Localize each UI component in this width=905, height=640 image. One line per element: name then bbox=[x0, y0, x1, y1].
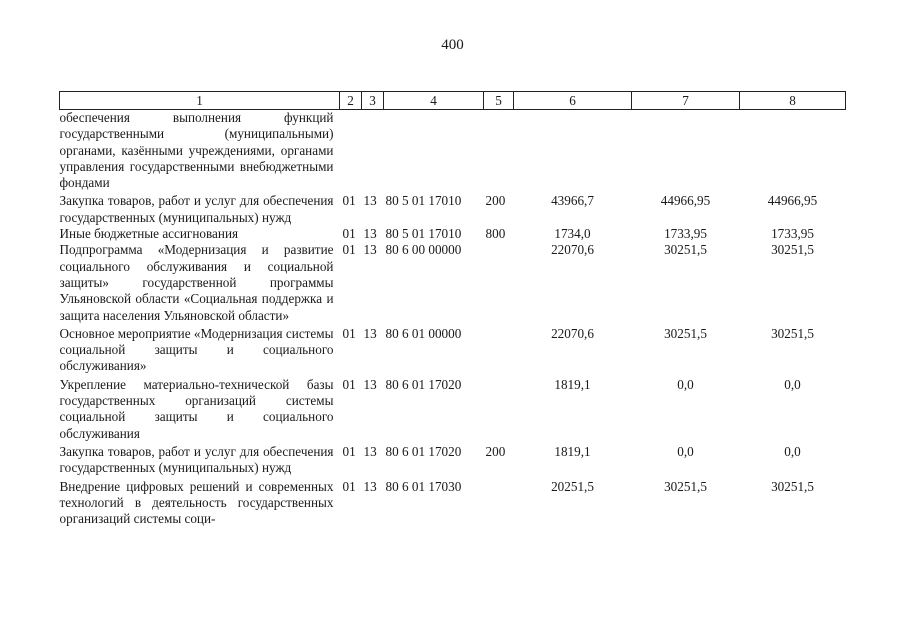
table-row bbox=[60, 375, 846, 442]
row-name: Закупка товаров, работ и услуг для обеспечения государственных (муниципальных) нужд bbox=[59, 193, 334, 225]
row-value-6: 20251,5 bbox=[551, 478, 594, 494]
row-target-code bbox=[384, 110, 484, 192]
row-value-6: 1819,1 bbox=[554, 376, 591, 392]
row-value-6: 1734,0 bbox=[554, 226, 591, 242]
table-row bbox=[60, 226, 846, 242]
page-number: 400 bbox=[441, 37, 464, 53]
row-value-7: 1733,95 bbox=[664, 226, 707, 242]
row-name: Внедрение цифровых решений и современных технологий в деятельность государственных организаций системы соци- bbox=[59, 478, 334, 527]
row-value-8: 30251,5 bbox=[771, 478, 814, 494]
row-name: Укрепление материально-технической базы государственных организаций системы социальной защиты и социального обслуживания bbox=[59, 376, 334, 441]
row-subsection: 13 bbox=[363, 193, 377, 209]
row-section: 01 bbox=[342, 376, 356, 392]
row-target-code: 80 5 01 17010 bbox=[385, 193, 462, 209]
table-row bbox=[60, 477, 846, 528]
row-target-code: 80 6 01 00000 bbox=[385, 325, 462, 341]
table-row bbox=[60, 242, 846, 323]
row-value-7: 0,0 bbox=[677, 443, 694, 459]
row-value-7: 44966,95 bbox=[660, 193, 711, 209]
table-header-row bbox=[60, 92, 846, 110]
row-value-6: 22070,6 bbox=[551, 325, 594, 341]
row-expense-type bbox=[484, 324, 514, 375]
row-name: обеспечения выполнения функций государственными (муниципальными) органами, казёнными учреждениями, органами управления государственными внебюджетными фондами bbox=[59, 110, 334, 191]
row-subsection: 13 bbox=[363, 376, 377, 392]
row-name: Подпрограмма «Модернизация и развитие социального обслуживания и социальной защиты» государственной программы Ульяновской области «Социальная поддержка и защита населения Ульяновской области» bbox=[59, 242, 334, 323]
row-value-6 bbox=[514, 110, 632, 192]
row-subsection bbox=[362, 110, 384, 192]
table-row bbox=[60, 324, 846, 375]
column-header-6: 6 bbox=[514, 92, 632, 110]
row-target-code: 80 6 01 17020 bbox=[385, 443, 462, 459]
row-name: Закупка товаров, работ и услуг для обеспечения государственных (муниципальных) нужд bbox=[59, 443, 334, 476]
row-value-8: 44966,95 bbox=[767, 193, 818, 209]
column-header-4: 4 bbox=[384, 92, 484, 110]
row-expense-type: 200 bbox=[485, 193, 506, 209]
column-header-3: 3 bbox=[362, 92, 384, 110]
row-expense-type bbox=[484, 375, 514, 442]
column-header-1: 1 bbox=[60, 92, 340, 110]
row-value-7: 30251,5 bbox=[664, 478, 707, 494]
row-expense-type: 200 bbox=[485, 443, 506, 459]
row-expense-type bbox=[484, 242, 514, 323]
column-header-8: 8 bbox=[740, 92, 846, 110]
row-expense-type bbox=[484, 110, 514, 192]
row-name: Основное мероприятие «Модернизация системы социальной защиты и социального обслуживания» bbox=[59, 325, 334, 374]
row-subsection: 13 bbox=[363, 242, 377, 258]
row-target-code: 80 6 00 00000 bbox=[385, 242, 462, 258]
row-value-7: 30251,5 bbox=[664, 242, 707, 258]
row-value-6: 43966,7 bbox=[551, 193, 594, 209]
row-value-7 bbox=[632, 110, 740, 192]
row-value-8: 0,0 bbox=[784, 443, 801, 459]
row-value-8: 30251,5 bbox=[771, 325, 814, 341]
row-subsection: 13 bbox=[363, 478, 377, 494]
row-section: 01 bbox=[342, 478, 356, 494]
column-header-5: 5 bbox=[484, 92, 514, 110]
row-target-code: 80 5 01 17010 bbox=[385, 226, 462, 242]
row-expense-type: 800 bbox=[485, 226, 506, 242]
table-row bbox=[60, 442, 846, 477]
row-target-code: 80 6 01 17030 bbox=[385, 478, 462, 494]
row-value-7: 0,0 bbox=[677, 376, 694, 392]
row-section: 01 bbox=[342, 443, 356, 459]
row-value-6: 1819,1 bbox=[554, 443, 591, 459]
row-subsection: 13 bbox=[363, 226, 377, 242]
column-header-7: 7 bbox=[632, 92, 740, 110]
row-section: 01 bbox=[342, 226, 356, 242]
row-value-8: 1733,95 bbox=[771, 226, 814, 242]
row-section: 01 bbox=[342, 325, 356, 341]
row-section: 01 bbox=[342, 193, 356, 209]
row-name: Иные бюджетные ассигнования bbox=[59, 226, 239, 242]
row-value-8: 30251,5 bbox=[771, 242, 814, 258]
row-subsection: 13 bbox=[363, 325, 377, 341]
row-value-6: 22070,6 bbox=[551, 242, 594, 258]
table-row bbox=[60, 191, 846, 226]
row-value-8 bbox=[740, 110, 846, 192]
row-target-code: 80 6 01 17020 bbox=[385, 376, 462, 392]
row-subsection: 13 bbox=[363, 443, 377, 459]
table-row bbox=[60, 110, 846, 192]
budget-table bbox=[59, 91, 846, 527]
row-expense-type bbox=[484, 477, 514, 528]
row-value-8: 0,0 bbox=[784, 376, 801, 392]
row-value-7: 30251,5 bbox=[664, 325, 707, 341]
row-section bbox=[340, 110, 362, 192]
row-section: 01 bbox=[342, 242, 356, 258]
column-header-2: 2 bbox=[340, 92, 362, 110]
